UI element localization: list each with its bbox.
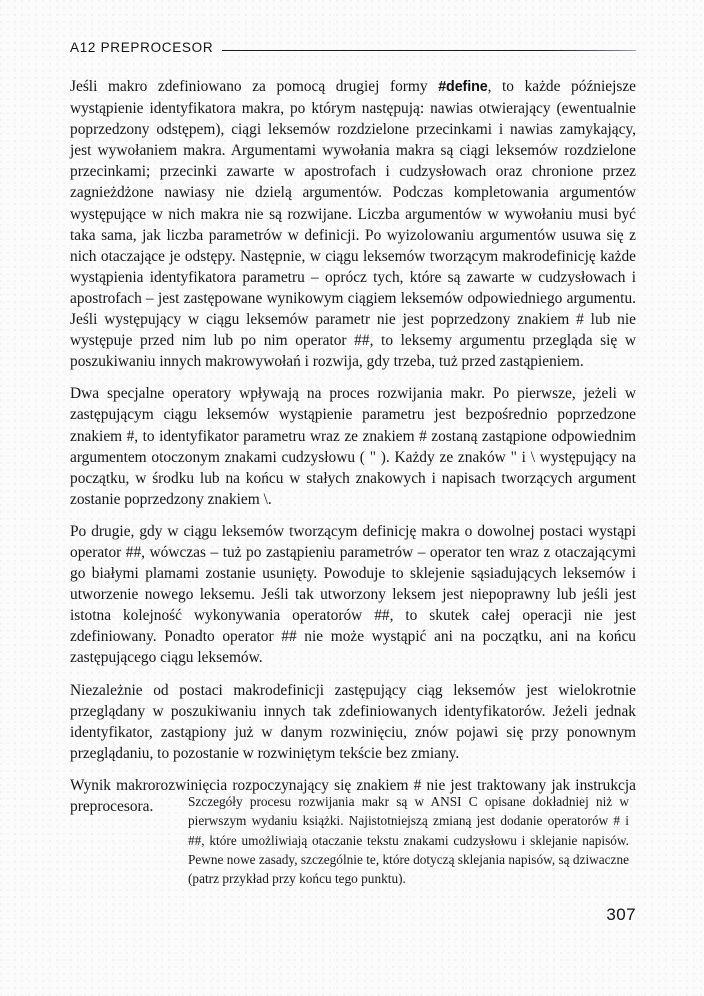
paragraph-3: Po drugie, gdy w ciągu leksemów tworzącym definicję makra o dowolnej postaci wystąpi operator ##, wówczas – tuż po zastąpieniu parametrów – operator ten wraz z otaczającymi go białymi plamami zostanie usunięty. Powoduje to sklejenie sąsiadujących leksemów i utworzenie nowego leksemu. Jeśli tak utworzony leksem jest niepoprawny lub jeśli jest istotna kolejność wykonywania operatorów ##, to skutek całej operacji nie jest zdefiniowany. Ponadto operator ## nie może wystąpić ani na początku, ani na końcu zastępującego ciągu leksemów. (70, 522, 636, 667)
header-section-title: A12 PREPROCESOR (70, 40, 214, 56)
paragraph-4: Niezależnie od postaci makrodefinicji zastępujący ciąg leksemów jest wielokrotnie przeglądany w poszukiwaniu innych tak zdefiniowanych identyfikatorów. Jeżeli jednak identyfikator, zastąpiony już w danym rozwinięciu, znów pojawi się przy ponownym przeglądaniu, to pozostanie w rozwiniętym tekście bez zmiany. (70, 681, 636, 762)
header-rule (222, 50, 636, 51)
body-text-column (70, 76, 636, 817)
paragraph-5: Wynik makrorozwinięcia rozpoczynający się znakiem # nie jest traktowany jak instrukcja preprocesora. (70, 776, 636, 815)
inline-code-token: #define (438, 79, 488, 95)
indented-note-block (188, 792, 629, 888)
running-header (70, 38, 636, 58)
page-number: 307 (606, 905, 636, 924)
paragraph-2: Dwa specjalne operatory wpływają na proces rozwijania makr. Po pierwsze, jeżeli w zastępującym ciągu leksemów wystąpienie parametru jest bezpośrednio poprzedzone znakiem #, to identyfikator parametru wraz ze znakiem # zostaną zastąpione odpowiednim argumentem otoczonym znakami cudzysłowu ( " ). Każdy ze znaków " i \ występujący na początku, w środku lub na końcu w stałych znakowych i napisach tworzących argument zostanie poprzedzony znakiem \. (70, 385, 636, 508)
paragraph-1: Jeśli makro zdefiniowano za pomocą drugiej formy #define, to każde późniejsze wystąpienie identyfikatora makra, po którym następują: nawias otwierający (ewentualnie poprzedzony odstępem), ciągi leksemów rozdzielone przecinkami i nawias zamykający, jest wywołaniem makra. Argumentami wywołania makra są ciągi leksemów rozdzielone przecinkami; przecinki zawarte w apostrofach i cudzysłowach oraz chronione przez zagnieżdżone nawiasy nie dzielą argumentów. Podczas kompletowania argumentów występujące w nich makra nie są rozwijane. Liczba argumentów w wywołaniu musi być taka sama, jak liczba parametrów w definicji. Po wyizolowaniu argumentów usuwa się z nich otaczające je odstępy. Następnie, w ciągu leksemów tworzącym makrodefinicję każde wystąpienia identyfikatora parametru – oprócz tych, które są zawarte w cudzysłowach i apostrofach – jest zastępowane wynikowym ciągiem leksemów odpowiedniego argumentu. Jeśli występujący w ciągu leksemów parametr nie jest poprzedzony znakiem # lub nie występuje przed nim lub po nim operator ##, to leksemy argumentu przegląda się w poszukiwaniu innych makrowywołań i rozwija, gdy trzeba, tuż przed zastąpieniem. (70, 78, 637, 371)
note-text: Szczegóły procesu rozwijania makr są w ANSI C opisane dokładniej niż w pierwszym wydaniu książki. Najistotniejszą zmianą jest dodanie operatorów # i ##, które umożliwiają otaczanie tekstu znakami cudzysłowu i sklejanie napisów. Pewne nowe zasady, szczególnie te, które dotyczą sklejania napisów, są dziwaczne (patrz przykład przy końcu tego punktu). (188, 794, 629, 887)
